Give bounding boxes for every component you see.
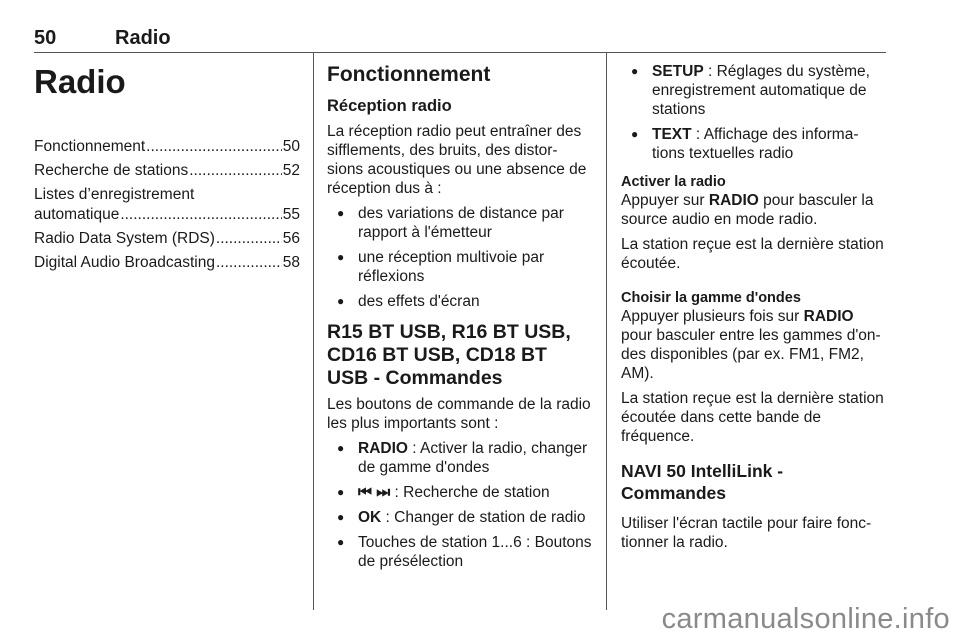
toc-leader (189, 161, 282, 181)
setup-list (621, 62, 887, 163)
band-paragraph: Appuyer plusieurs fois sur RADIO pour basculer entre les gammes d'on-des disponibles (par ex. FM1, FM2, AM). (621, 308, 881, 382)
activate-note: La station reçue est la dernière station écoutée. (621, 236, 884, 272)
list-item: ● Touches de station 1...6 : Boutons de présélection (327, 533, 593, 571)
page-header (34, 27, 886, 51)
header-rule (34, 52, 886, 53)
toc-entry-rds[interactable]: Radio Data System (RDS) ..... 56 (34, 229, 300, 249)
column-divider-2 (606, 53, 607, 610)
list-item: ● des effets d'écran (327, 292, 593, 311)
activate-paragraph: Appuyer sur RADIO pour basculer la source audio en mode radio. (621, 192, 874, 228)
text-key: TEXT (652, 126, 692, 143)
chapter-title: Radio (115, 27, 171, 49)
list-item: ● RADIO : Activer la radio, changer de gamme d'ondes (327, 439, 593, 477)
list-item: ● OK : Changer de station de radio (327, 508, 593, 527)
list-item: ● SETUP : Réglages du système, enregistrement automatique de stations (621, 62, 887, 119)
reception-list (327, 204, 593, 311)
toc-leader (146, 137, 282, 157)
toc-leader (216, 229, 282, 249)
controls-paragraph: Les boutons de commande de la radio les plus importants sont : (327, 396, 591, 432)
controls-heading: R15 BT USB, R16 BT USB, CD16 BT USB, CD18 BT USB - Commandes (327, 321, 571, 389)
activate-heading: Activer la radio (621, 174, 726, 190)
list-item: ● TEXT : Affichage des informa-tions textuelles radio (621, 125, 887, 163)
toc-leader (216, 253, 282, 273)
navi-heading: NAVI 50 IntelliLink - Commandes (621, 461, 784, 503)
radio-key: RADIO (358, 440, 408, 457)
navi-paragraph: Utiliser l'écran tactile pour faire fonc-tionner la radio. (621, 515, 872, 551)
toc-entry-fonctionnement[interactable]: Fonctionnement ..... 50 (34, 137, 300, 157)
ok-key: OK (358, 509, 382, 526)
band-note: La station reçue est la dernière station écoutée dans cette bande de fréquence. (621, 390, 884, 445)
column-divider-1 (313, 53, 314, 610)
setup-key: SETUP (652, 63, 704, 80)
column-toc (34, 62, 300, 277)
band-heading: Choisir la gamme d'ondes (621, 290, 801, 306)
watermark: carmanualsonline.info (661, 603, 950, 635)
list-item: ● des variations de distance par rapport à l'émetteur (327, 204, 593, 242)
toc-entry-dab[interactable]: Digital Audio Broadcasting ..... 58 (34, 253, 300, 273)
column-controls (621, 62, 887, 558)
section-title: Fonctionnement (327, 63, 491, 86)
toc-entry-recherche[interactable]: Recherche de stations ..... 52 (34, 161, 300, 181)
column-operation (327, 62, 593, 577)
toc-entry-listes[interactable]: Listes d’enregistrement automatique ..... 55 (34, 185, 300, 225)
toc-leader (120, 205, 281, 225)
seek-keys-icon: ⏮ ⏭ (358, 484, 391, 501)
list-item: ● ⏮ ⏭ : Recherche de station (327, 483, 593, 502)
list-item: ● une réception multivoie par réflexions (327, 248, 593, 286)
chapter-heading: Radio (34, 63, 126, 100)
table-of-contents (34, 137, 300, 273)
reception-paragraph: La réception radio peut entraîner des sifflements, des bruits, des distor-sions acoustiques ou une absence de réception dus à : (327, 123, 587, 197)
reception-heading: Réception radio (327, 97, 452, 115)
controls-list (327, 439, 593, 571)
page-number: 50 (34, 27, 57, 49)
